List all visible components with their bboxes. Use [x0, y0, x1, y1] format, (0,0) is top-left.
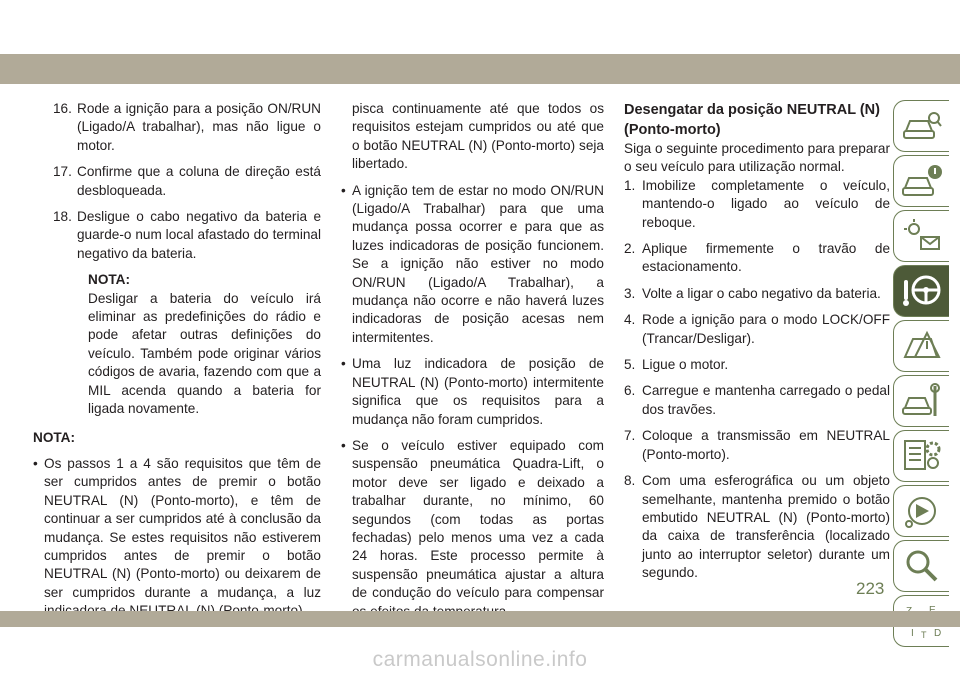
inner-note	[53, 271, 321, 418]
step-number: 5.	[624, 357, 636, 373]
step-3	[624, 285, 890, 303]
middle-bullet: • Se o veículo estiver equipado com suspensão pneumática Quadra-Lift, o motor deve ser ligado e deixado a trabalhar durante, no mínimo, 60 segundos (com todas as portas fechadas) pelo menos uma vez a cada 24 horas. Este processo permite à suspensão pneumática ajustar a altura de condução do veículo para compensar	[341, 437, 604, 621]
step-text: Imobilize completamente o veículo, mantendo-o ligado ao veículo de reboque.	[642, 177, 890, 230]
step-17	[53, 163, 321, 200]
index-letter: I	[910, 628, 914, 639]
step-1	[624, 177, 890, 232]
step-text: Carregue e mantenha carregado o pedal dos travões.	[642, 383, 890, 417]
step-18	[53, 208, 321, 263]
step-2	[624, 240, 890, 277]
step-number: 16.	[53, 101, 72, 116]
step-6	[624, 382, 890, 419]
step-text: Rode a ignição para o modo LOCK/OFF (Trancar/Desligar).	[642, 312, 890, 346]
step-text: Coloque a transmissão em NEUTRAL (Ponto-morto).	[642, 428, 890, 462]
middle-bullet-text: A ignição tem de estar no modo ON/RUN (Ligado/A Trabalhar) para que uma mudança possa ocorrer e para que as luzes indicadoras de posição funcionem. Se a ignição não estiver no modo ON/RUN (Ligado/A Trabalhar), a mudança não ocorre e não haverá luzes indicadoras de posição acesas nem intermitentes.	[352, 182, 604, 345]
step-text: Desligue o cabo negativo da bateria e guarde-o num local afastado do terminal negativo da bateria.	[77, 209, 321, 261]
step-text: Rode a ignição para a posição ON/RUN (Ligado/A trabalhar), mas não ligue o motor.	[77, 101, 321, 153]
tab-search[interactable]	[893, 540, 949, 592]
step-number: 7.	[624, 428, 636, 444]
step-16	[53, 100, 321, 155]
top-decor-band	[0, 54, 960, 84]
footer-watermark: carmanualsonline.info	[372, 648, 588, 671]
note-title: NOTA:	[33, 429, 76, 445]
inner-note-text: Desligar a bateria do veículo irá eliminar as predefinições do rádio e pode afetar outras definições do veículo. Também pode originar vários códigos de avaria, fazendo com que a MIL acenda quando a bateria for ligada novamente.	[88, 290, 321, 417]
note-bullet: • Os passos 1 a 4 são requisitos que têm de ser cumpridos antes de premir o botão NEUTRAL (N) (Ponto-morto), e têm de continuar a ser cumpridos até à conclusão da mudança. Se estes requisitos não estiverem cumpridos antes de premir o botão NEUTRAL (N) (Ponto-morto) ou deixarem de ser cumpridos durante a mudança, a luz	[33, 455, 321, 621]
step-number: 17.	[53, 164, 72, 180]
step-number: 2.	[624, 241, 636, 257]
step-number: 6.	[624, 383, 636, 399]
step-number: 18.	[53, 209, 72, 225]
middle-column	[341, 100, 604, 629]
chapter-tabs	[893, 100, 951, 650]
step-text: Confirme que a coluna de direção está desbloqueada.	[77, 164, 321, 198]
step-number: 3.	[624, 285, 636, 301]
middle-bullet-text: Uma luz indicadora de posição de NEUTRAL (N) (Ponto-morto) intermitente significa que os requisitos para a mudança não foram cumpridos.	[352, 356, 604, 427]
page-number: 223	[856, 579, 885, 598]
step-5	[624, 356, 890, 374]
bottom-decor-band	[0, 611, 960, 627]
tab-driving[interactable]	[893, 265, 949, 317]
left-column	[33, 100, 321, 629]
step-number: 4.	[624, 312, 636, 328]
index-letter: T	[920, 630, 926, 640]
middle-bullet: • A ignição tem de estar no modo ON/RUN (Ligado/A Trabalhar) para que uma mudança possa ocorrer e para que as luzes indicadoras de posição funcionem. Se a ignição não estiver no modo ON/RUN (Ligado/A Trabalhar), a mudança não ocorre e não haverá luzes indicadoras de posição acesas nem intermitentes.	[341, 182, 604, 348]
maintenance-tools-icon	[901, 382, 943, 420]
index-letter: D	[933, 628, 941, 639]
step-text: Com uma esferográfica ou um objeto semelhante, mantenha premido o botão embutido NEUTRAL (N) (Ponto-morto) da caixa de transferência (localizado junto ao interruptor seletor) durante um segundo.	[642, 473, 890, 581]
step-number: 8.	[624, 473, 636, 489]
section-intro: Siga o seguinte procedimento para preparar o seu veículo para utilização normal.	[624, 141, 891, 175]
car-info-icon	[901, 107, 943, 145]
middle-bullet: • Uma luz indicadora de posição de NEUTRAL (N) (Ponto-morto) intermitente significa que os requisitos para a mudança não foram cumpridos.	[341, 355, 604, 429]
step-number: 1.	[624, 177, 636, 193]
car-alert-icon	[901, 162, 943, 200]
step-text: Ligue o motor.	[642, 357, 729, 373]
tab-maintenance[interactable]	[893, 375, 949, 427]
step-text: Volte a ligar o cabo negativo da bateria.	[642, 285, 881, 301]
bullet-continuation: pisca continuamente até que todos os requisitos estejam cumpridos ou até que o botão NEUTRAL (N) (Ponto-morto) seja libertado.	[352, 101, 604, 172]
section-heading: Desengatar da posição NEUTRAL (N) (Ponto-morto)	[624, 102, 880, 138]
right-column	[624, 100, 890, 591]
tab-vehicle-info[interactable]	[893, 100, 949, 152]
inner-note-title: NOTA:	[88, 272, 131, 288]
specifications-icon	[901, 437, 943, 475]
step-text: Aplique firmemente o travão de estacionamento.	[642, 241, 890, 275]
emergency-triangle-icon	[901, 327, 943, 365]
step-8	[624, 472, 890, 582]
tab-warning-lights[interactable]	[893, 210, 949, 262]
note-bullet-text: Os passos 1 a 4 são requisitos que têm de ser cumpridos antes de premir o botão NEUTRAL (N) (Ponto-morto), e têm de continuar a ser cumpridos até à conclusão da mudança. Se estes requisitos não estiverem cumpridos antes de premir o botão NEUTRAL (N) (Ponto-morto) ou deixarem de ser cumpridos durante a mudança, a luz	[44, 455, 321, 600]
tab-emergency[interactable]	[893, 320, 949, 372]
search-icon	[901, 547, 943, 585]
middle-bullet-text: Se o veículo estiver equipado com suspensão pneumática Quadra-Lift, o motor deve ser ligado e deixado a trabalhar durante, no mínimo, 60 segundos (com todas as portas fechadas) pelo menos uma vez a cada 24 horas. Este processo permite à suspensão pneumática ajustar a altura de condução do veículo para compensar	[352, 437, 604, 601]
tab-vehicle-alert[interactable]	[893, 155, 949, 207]
step-4	[624, 311, 890, 348]
steering-wheel-icon	[901, 272, 943, 310]
tab-specifications[interactable]	[893, 430, 949, 482]
step-7	[624, 427, 890, 464]
multimedia-icon	[901, 492, 943, 530]
tab-multimedia[interactable]	[893, 485, 949, 537]
warning-lights-icon	[901, 217, 943, 255]
